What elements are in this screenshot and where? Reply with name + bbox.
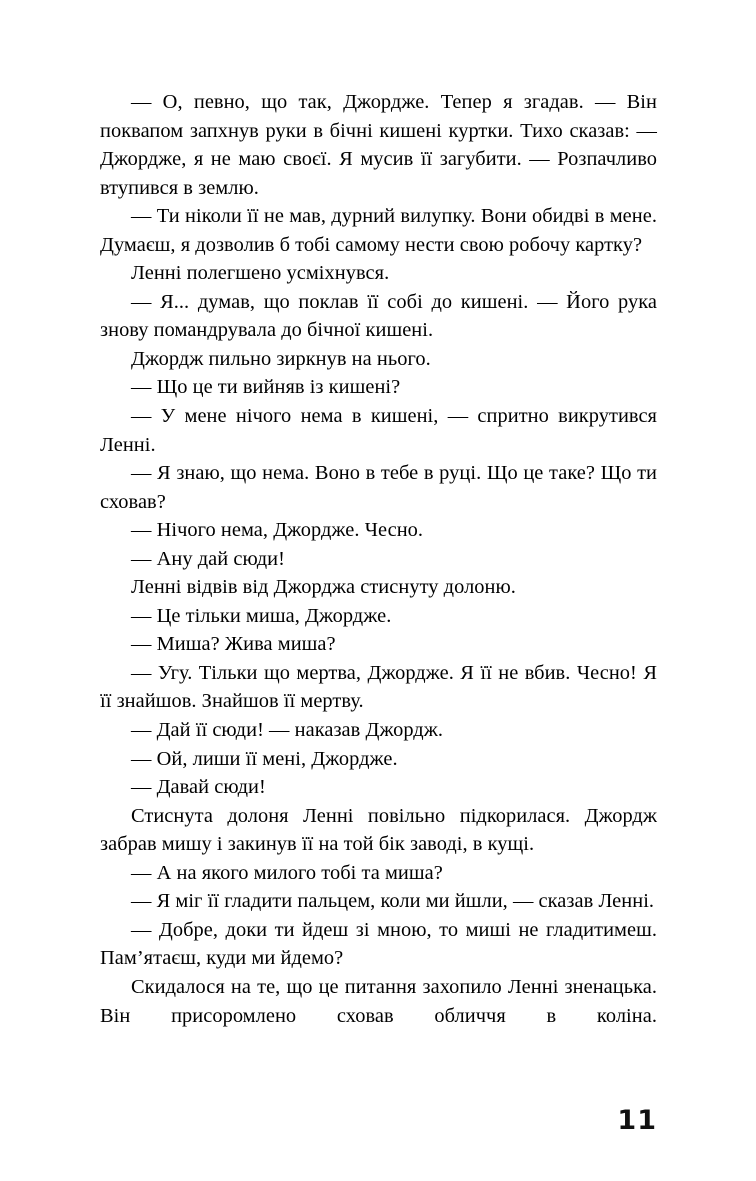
paragraph: Стиснута долоня Ленні повільно підкорилася. Джордж забрав мишу і закинув її на той бік заводі, в кущі. (100, 804, 657, 856)
page-number: 11 (617, 1105, 657, 1136)
paragraph: — Дай її сюди! — наказав Джордж. (131, 719, 444, 742)
page-text-block (100, 88, 657, 1030)
paragraph: — Добре, доки ти йдеш зі мною, то миші не гладитимеш. Пам’ятаєш, куди ми йдемо? (100, 918, 657, 970)
paragraph: Ленні відвів від Джорджа стиснуту долоню. (131, 576, 516, 599)
paragraph: Джордж пильно зиркнув на нього. (131, 347, 431, 370)
paragraph: — Що це ти вийняв із кишені? (131, 376, 401, 399)
paragraph: — Угу. Тільки що мертва, Джордже. Я її не вбив. Чесно! Я її знайшов. Знайшов її мертву. (100, 661, 657, 713)
paragraph: — У мене нічого нема в кишені, — спритно викрутився Ленні. (100, 405, 657, 456)
paragraph: — Це тільки миша, Джордже. (131, 604, 392, 627)
paragraph: — А на якого милого тобі та миша? (131, 861, 443, 884)
paragraph: Скидалося на те, що це питання захопило Ленні зненацька. Він присоромлено сховав обличчя в коліна. (100, 975, 657, 1027)
paragraph: Ленні полегшено усміхнувся. (131, 262, 390, 285)
paragraph: — Ану дай сюди! (131, 547, 285, 570)
paragraph: — Я знаю, що нема. Воно в тебе в руці. Що це таке? Що ти сховав? (100, 462, 657, 513)
paragraph: — Нічого нема, Джордже. Чесно. (131, 519, 424, 542)
paragraph: — Я... думав, що поклав її собі до кишені. — Його рука знову помандрувала до бічної кишені. (100, 290, 657, 342)
paragraph: — Ой, лиши її мені, Джордже. (131, 747, 398, 770)
paragraph: — Я міг її гладити пальцем, коли ми йшли, — сказав Ленні. (131, 890, 655, 913)
paragraph: — Миша? Жива миша? (131, 633, 336, 656)
paragraph: — Ти ніколи її не мав, дурний вилупку. Вони обидві в мене. Думаєш, я дозволив б тобі самому нести свою робочу картку? (100, 205, 657, 256)
paragraph: — О, певно, що так, Джордже. Тепер я згадав. — Він поквапом запхнув руки в бічні кишені куртки. Тихо сказав: — Джордже, я не маю своєї. Я мусив її загубити. — Розпачливо втупився в землю. (100, 91, 657, 199)
paragraph: — Давай сюди! (131, 776, 266, 799)
